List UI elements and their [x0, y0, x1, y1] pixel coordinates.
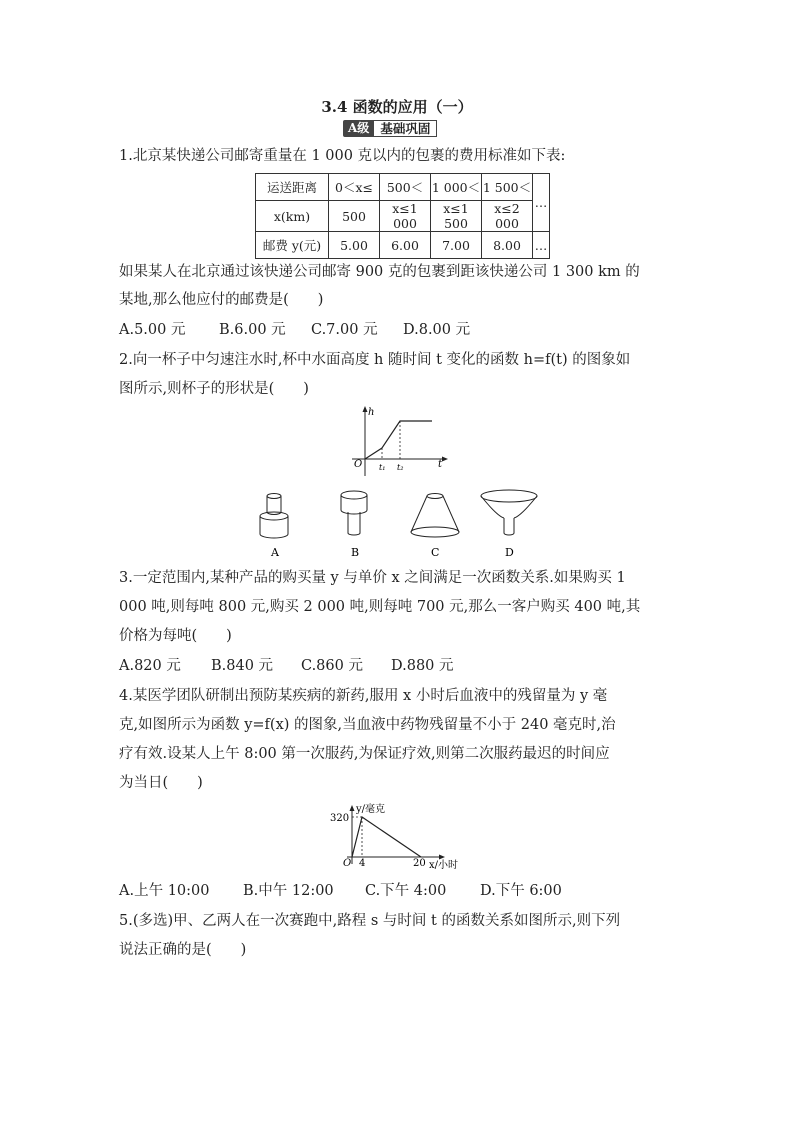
cup-a — [260, 494, 288, 539]
q1-options — [119, 320, 470, 340]
water-height-graph — [340, 404, 460, 482]
origin-label: O — [343, 858, 352, 869]
option: B.840 元 — [211, 658, 274, 674]
option: A.5.00 元 — [119, 322, 186, 338]
table-cell: 1 000＜ — [431, 174, 482, 201]
tick-4: 4 — [359, 858, 366, 869]
option: A.上午 10:00 — [119, 883, 210, 899]
table-cell: 500 — [329, 201, 380, 232]
table-cell-ellipsis: … — [533, 174, 550, 232]
table-cell: x≤2 000 — [482, 201, 533, 232]
cup-label-b: B — [351, 546, 360, 559]
q5-text: 5.(多选)甲、乙两人在一次赛跑中,路程 s 与时间 t 的函数关系如图所示,则下列 — [119, 913, 621, 929]
option: C.860 元 — [301, 658, 363, 674]
option: D.8.00 元 — [403, 322, 471, 338]
q1-text: 如果某人在北京通过该快递公司邮寄 900 克的包裹到距该快递公司 1 300 km 的 — [119, 264, 640, 280]
option: B.中午 12:00 — [243, 883, 334, 899]
table-head-fee: 邮费 y(元) — [256, 232, 329, 259]
q3-text: 价格为每吨( ) — [119, 628, 232, 644]
drug-residual-graph — [325, 802, 470, 872]
section-name: 基础巩固 — [374, 120, 437, 137]
table-cell-ellipsis: … — [533, 232, 550, 259]
q4-text: 4.某医学团队研制出预防某疾病的新药,服用 x 小时后血液中的残留量为 y 毫 — [119, 688, 608, 704]
cup-options-figure — [245, 488, 545, 564]
cup-b — [341, 491, 367, 535]
fee-table — [255, 173, 550, 259]
table-cell: 0＜x≤ — [329, 174, 380, 201]
option: D.880 元 — [391, 658, 454, 674]
option: C.7.00 元 — [311, 322, 378, 338]
table-cell: 500＜ — [380, 174, 431, 201]
q4-text: 克,如图所示为函数 y=f(x) 的图象,当血液中药物残留量不小于 240 毫克时,治 — [119, 717, 616, 733]
table-cell: 6.00 — [380, 232, 431, 259]
option: A.820 元 — [119, 658, 181, 674]
q1-text: 某地,那么他应付的邮费是( ) — [119, 292, 324, 308]
axis-label-x: x/小时 — [429, 860, 459, 871]
table-head-unit: x(km) — [256, 201, 329, 232]
page-title: 3.4 函数的应用（一） — [321, 98, 473, 116]
option: B.6.00 元 — [219, 322, 286, 338]
cup-c — [411, 494, 459, 538]
option: D.下午 6:00 — [480, 883, 562, 899]
q2-text: 图所示,则杯子的形状是( ) — [119, 381, 309, 397]
cup-d — [481, 490, 537, 535]
q1-stem: 1.北京某快递公司邮寄重量在 1 000 克以内的包裹的费用标准如下表: — [119, 148, 566, 164]
table-cell: x≤1 000 — [380, 201, 431, 232]
axis-label-h: h — [368, 407, 375, 418]
table-cell: 7.00 — [431, 232, 482, 259]
q4-text: 疗有效.设某人上午 8:00 第一次服药,为保证疗效,则第二次服药最迟的时间应 — [119, 746, 610, 762]
table-cell: 5.00 — [329, 232, 380, 259]
tick-t1: t₁ — [379, 463, 386, 472]
cup-label-d: D — [505, 546, 514, 559]
cup-label-a: A — [271, 546, 279, 559]
table-cell: x≤1 500 — [431, 201, 482, 232]
table-head-distance: 运送距离 — [256, 174, 329, 201]
q5-text: 说法正确的是( ) — [119, 942, 247, 958]
q4-text: 为当日( ) — [119, 775, 203, 791]
option: C.下午 4:00 — [365, 883, 447, 899]
level-badge: A级 — [343, 120, 374, 137]
q3-text: 3.一定范围内,某种产品的购买量 y 与单价 x 之间满足一次函数关系.如果购买 1 — [119, 570, 626, 586]
cup-label-c: C — [431, 546, 440, 559]
origin-label: O — [354, 459, 363, 470]
q2-text: 2.向一杯子中匀速注水时,杯中水面高度 h 随时间 t 变化的函数 h=f(t) 的图象如 — [119, 352, 631, 368]
table-cell: 1 500＜ — [482, 174, 533, 201]
tick-20: 20 — [413, 858, 426, 869]
section-badge — [343, 120, 437, 137]
q3-options — [119, 656, 454, 676]
axis-label-t: t — [438, 459, 443, 470]
q3-text: 000 吨,则每吨 800 元,购买 2 000 吨,则每吨 700 元,那么一客户购买 400 吨,其 — [119, 599, 641, 615]
table-cell: 8.00 — [482, 232, 533, 259]
tick-t2: t₂ — [397, 463, 404, 472]
axis-label-y: y/毫克 — [356, 804, 386, 815]
tick-320: 320 — [330, 813, 350, 824]
q4-options — [119, 881, 562, 901]
